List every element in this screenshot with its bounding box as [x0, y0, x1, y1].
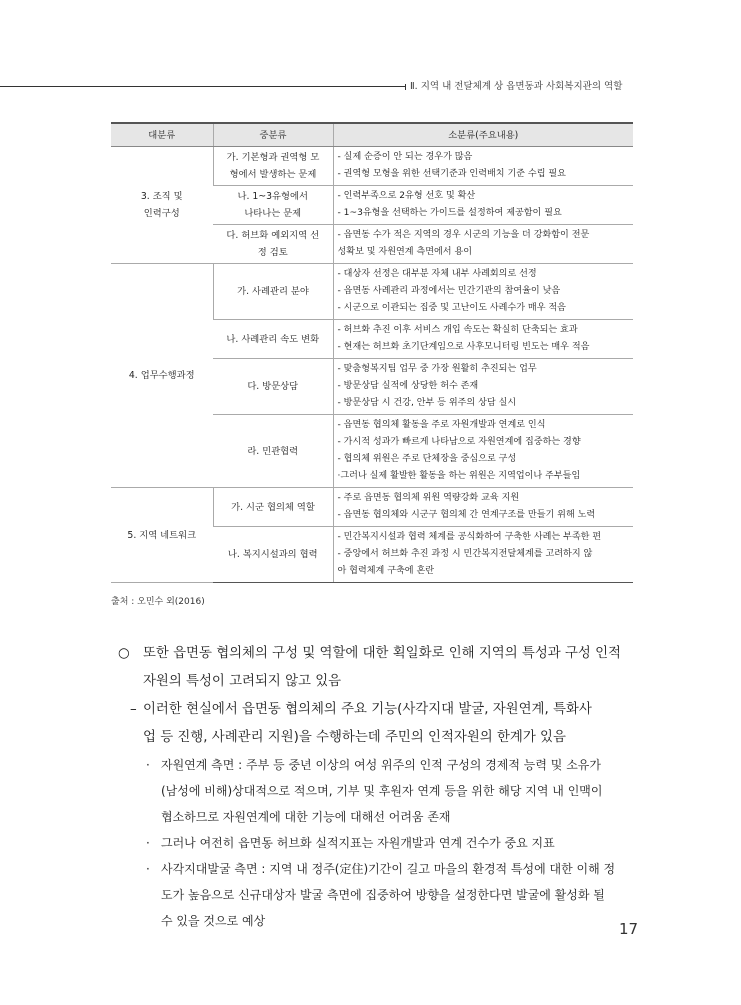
- major-category-cell: [111, 147, 213, 264]
- mid-category-cell: [213, 186, 333, 225]
- text-line: 사각지대발굴 측면 : 지역 내 정주(定住)기간이 길고 마을의 환경적 특성에 대한 이해 정: [161, 862, 616, 876]
- mid-category-label: 나. 복지시설과의 협력: [227, 549, 318, 560]
- text-line: 협소하므로 자원연계에 대한 기능에 대해선 어려움 존재: [161, 810, 451, 824]
- major-category-cell: [111, 264, 213, 488]
- sub-category-cell: [333, 415, 633, 488]
- mid-category-cell: [213, 527, 333, 583]
- mid-category-label: 나. 1~3유형에서: [237, 191, 308, 202]
- table-source-note: 출처 : 오민수 외(2016): [111, 597, 205, 607]
- sub-category-item: - 실제 순증이 안 되는 경우가 많음: [337, 152, 473, 162]
- mid-category-label: 나. 사례관리 속도 변화: [226, 333, 320, 345]
- sub-category-item: - 읍면동 협의체와 시군구 협의체 간 연계구조를 만들기 위해 노력: [337, 510, 596, 520]
- text-line: (남성에 비해)상대적으로 적으며, 기부 및 후원자 연계 등을 위한 해당 지역 내 인맥이: [161, 784, 603, 798]
- sub-category-item: - 권역형 모형을 위한 선택기준과 인력배치 기준 수립 필요: [337, 169, 566, 179]
- mid-category-cell: [213, 264, 333, 320]
- major-category-cell: [111, 488, 213, 583]
- sub-category-cell: [333, 527, 633, 583]
- sub-category-item: - 민간복지시설과 협력 체계를 공식화하여 구축한 사례는 부족한 편: [337, 532, 602, 542]
- classification-table: [111, 122, 633, 583]
- mid-category-label: 가. 시군 협의체 역할: [231, 501, 315, 513]
- major-category-label: 4. 업무수행과정: [128, 370, 195, 381]
- body-text: [118, 640, 638, 934]
- sub-category-item: - 주로 읍면동 협의체 위원 역량강화 교육 지원: [337, 493, 520, 503]
- mid-category-label: 정 검토: [257, 247, 288, 258]
- sub-category-item: - 방문상담 실적에 상당한 허수 존재: [337, 381, 479, 391]
- table-body: [111, 147, 633, 583]
- sub-category-cell: [333, 488, 633, 527]
- sub-category-item: - 1~3유형을 선택하는 가이드를 설정하여 제공함이 필요: [337, 208, 562, 218]
- running-header: Ⅱ. 지역 내 전달체계 상 읍면동과 사회복지관의 역할: [410, 81, 623, 92]
- page-number: 17: [619, 920, 639, 938]
- sub-category-item: - 대상자 선정은 대부분 자체 내부 사례회의로 선정: [337, 269, 537, 279]
- sub-category-item: - 협의체 위원은 주로 단체장을 중심으로 구성: [337, 454, 517, 464]
- text-line: 자원의 특성이 고려되지 않고 있음: [143, 674, 342, 689]
- dash-bullet: –: [130, 702, 137, 717]
- sub-category-item: - 인력부족으로 2유형 선호 및 확산: [337, 191, 476, 201]
- text-line: 수 있을 것으로 예상: [161, 914, 266, 928]
- sub-category-item: - 읍면동 수가 적은 지역의 경우 시군의 기능을 더 강화함이 전문: [337, 230, 590, 240]
- mid-category-label: 형에서 발생하는 문제: [229, 169, 317, 180]
- mid-category-cell: [213, 225, 333, 264]
- dot-bullet: ·: [146, 758, 150, 772]
- mid-category-cell: [213, 359, 333, 415]
- mid-category-cell: [213, 147, 333, 186]
- column-header: 대분류: [111, 123, 213, 147]
- paragraph-dash: [118, 696, 638, 752]
- mid-category-label: 다. 방문상담: [247, 381, 299, 392]
- sub-category-item: - 가시적 성과가 빠르게 나타남으로 자원연계에 집중하는 경향: [337, 437, 581, 447]
- sub-category-item: - 읍면동 협의체 활동을 주로 자원개발과 연계로 인식: [337, 420, 546, 430]
- mid-category-label: 다. 허브화 예외지역 선: [226, 230, 320, 241]
- sub-category-item: 성확보 및 자원연계 측면에서 용이: [337, 247, 473, 257]
- sub-category-item: ·그러나 실제 활발한 활동을 하는 위원은 지역업이나 주부들임: [337, 471, 581, 481]
- paragraph-dot: [118, 856, 638, 934]
- text-line: 이러한 현실에서 읍면동 협의체의 주요 기능(사각지대 발굴, 자원연계, 특화사: [143, 702, 592, 717]
- table-row: [111, 264, 633, 320]
- mid-category-cell: [213, 415, 333, 488]
- paragraph-dot: [118, 830, 638, 856]
- table-header-row: [111, 123, 633, 147]
- sub-category-item: - 읍면동 사례관리 과정에서는 민간기관의 참여율이 낮음: [337, 286, 561, 296]
- mid-category-cell: [213, 488, 333, 527]
- mid-category-label: 가. 기본형과 권역형 모: [226, 152, 320, 163]
- column-header: 중분류: [213, 123, 333, 147]
- dot-bullet: ·: [146, 836, 150, 850]
- sub-category-item: - 맞춤형복지팀 업무 중 가장 원활히 추진되는 업무: [337, 364, 537, 374]
- sub-category-item: - 방문상담 시 건강, 안부 등 위주의 상담 실시: [337, 398, 517, 408]
- sub-category-item: - 허브화 추진 이후 서비스 개입 속도는 확실히 단축되는 효과: [337, 325, 578, 335]
- paragraph-dot: [118, 752, 638, 830]
- mid-category-label: 가. 사례관리 분야: [237, 286, 309, 297]
- text-line: 또한 읍면동 협의체의 구성 및 역할에 대한 획일화로 인해 지역의 특성과 구성 인적: [143, 646, 621, 661]
- sub-category-item: 아 협력체계 구축에 혼란: [337, 566, 435, 576]
- dot-bullet: ·: [146, 862, 150, 876]
- text-line: 자원연계 측면 : 주부 등 중년 이상의 여성 위주의 인적 구성의 경제적 능력 및 소유가: [161, 758, 601, 772]
- text-line: 그러나 여전히 읍면동 허브화 실적지표는 자원개발과 연계 건수가 중요 지표: [161, 836, 555, 850]
- table-row: [111, 147, 633, 186]
- header-rule: [0, 86, 405, 87]
- major-category-label: 5. 지역 네트워크: [127, 529, 197, 541]
- column-header: 소분류(주요내용): [333, 123, 633, 147]
- circle-bullet: ○: [118, 646, 130, 661]
- text-line: 업 등 진행, 사례관리 지원)을 수행하는데 주민의 인적자원의 한계가 있음: [143, 730, 566, 745]
- table-row: [111, 488, 633, 527]
- mid-category-cell: [213, 320, 333, 359]
- sub-category-cell: [333, 359, 633, 415]
- text-line: 도가 높음으로 신규대상자 발굴 측면에 집중하여 방향을 설정한다면 발굴에 활성화 될: [161, 888, 605, 902]
- sub-category-cell: [333, 186, 633, 225]
- major-category-label: 3. 조직 및: [140, 191, 183, 202]
- major-category-label: 인력구성: [143, 208, 180, 219]
- mid-category-label: 나타나는 문제: [244, 208, 302, 219]
- sub-category-item: - 중앙에서 허브화 추진 과정 시 민간복지전달체계를 고려하지 않: [337, 549, 593, 559]
- paragraph-circle: [118, 640, 638, 696]
- sub-category-item: - 시군으로 이관되는 집중 및 고난이도 사례수가 매우 적음: [337, 303, 566, 313]
- sub-category-cell: [333, 264, 633, 320]
- sub-category-item: - 현재는 허브화 초기단계임으로 사후모니터링 빈도는 매우 적음: [337, 342, 590, 352]
- header-rule-tick: [405, 84, 406, 90]
- sub-category-cell: [333, 320, 633, 359]
- sub-category-cell: [333, 147, 633, 186]
- sub-category-cell: [333, 225, 633, 264]
- mid-category-label: 라. 민관협력: [247, 445, 299, 457]
